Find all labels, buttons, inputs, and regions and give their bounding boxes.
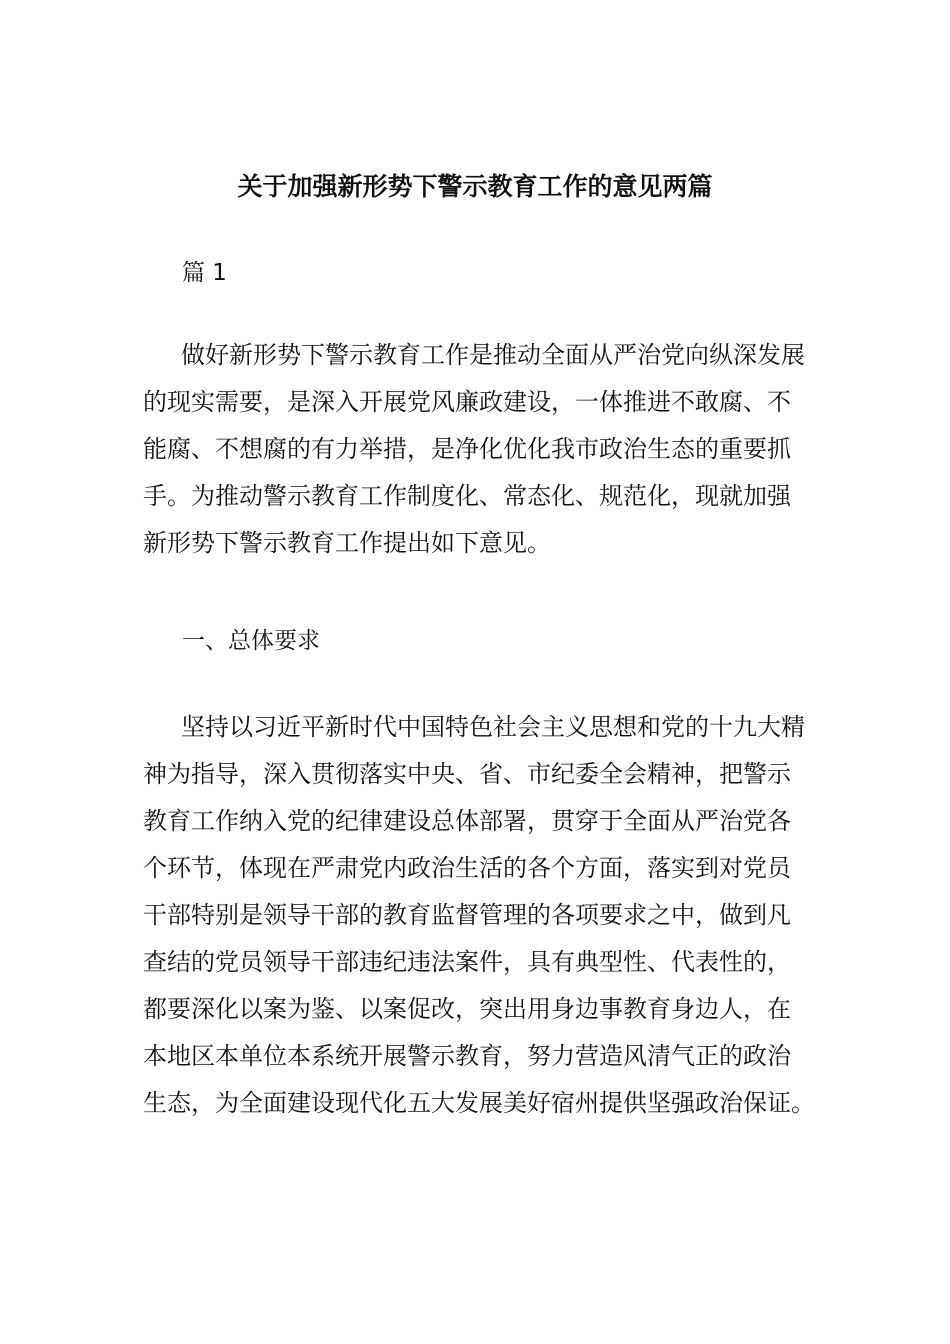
paragraph-line: 的现实需要，是深入开展党风廉政建设，一体推进不敢腐、不 <box>143 388 791 416</box>
section1-paragraph <box>143 704 813 1127</box>
paragraph-line: 手。为推动警示教育工作制度化、常态化、规范化，现就加强 <box>143 482 791 510</box>
paragraph-line: 都要深化以案为鉴、以案促改，突出用身边事教育身边人，在 <box>143 995 791 1023</box>
paragraph-line: 坚持以习近平新时代中国特色社会主义思想和党的十九大精 <box>181 713 805 741</box>
document-title: 关于加强新形势下警示教育工作的意见两篇 <box>237 172 713 201</box>
paragraph-line: 本地区本单位本系统开展警示教育，努力营造风清气正的政治 <box>143 1042 791 1070</box>
paragraph-line: 干部特别是领导干部的教育监督管理的各项要求之中，做到凡 <box>143 901 791 929</box>
paragraph-line: 能腐、不想腐的有力举措，是净化优化我市政治生态的重要抓 <box>143 435 791 463</box>
paragraph-line: 做好新形势下警示教育工作是推动全面从严治党向纵深发展 <box>181 341 805 369</box>
part-label: 篇 1 <box>182 260 227 286</box>
paragraph-line: 教育工作纳入党的纪律建设总体部署，贯穿于全面从严治党各 <box>143 807 791 835</box>
intro-paragraph <box>143 332 813 567</box>
paragraph-line: 生态，为全面建设现代化五大发展美好宿州提供坚强政治保证。 <box>143 1089 815 1117</box>
paragraph-line: 神为指导，深入贯彻落实中央、省、市纪委全会精神，把警示 <box>143 760 791 788</box>
paragraph-line: 查结的党员领导干部违纪违法案件，具有典型性、代表性的， <box>143 948 791 976</box>
paragraph-line: 个环节，体现在严肃党内政治生活的各个方面，落实到对党员 <box>143 854 791 882</box>
paragraph-line: 新形势下警示教育工作提出如下意见。 <box>143 529 551 557</box>
section-heading: 一、总体要求 <box>182 628 320 654</box>
